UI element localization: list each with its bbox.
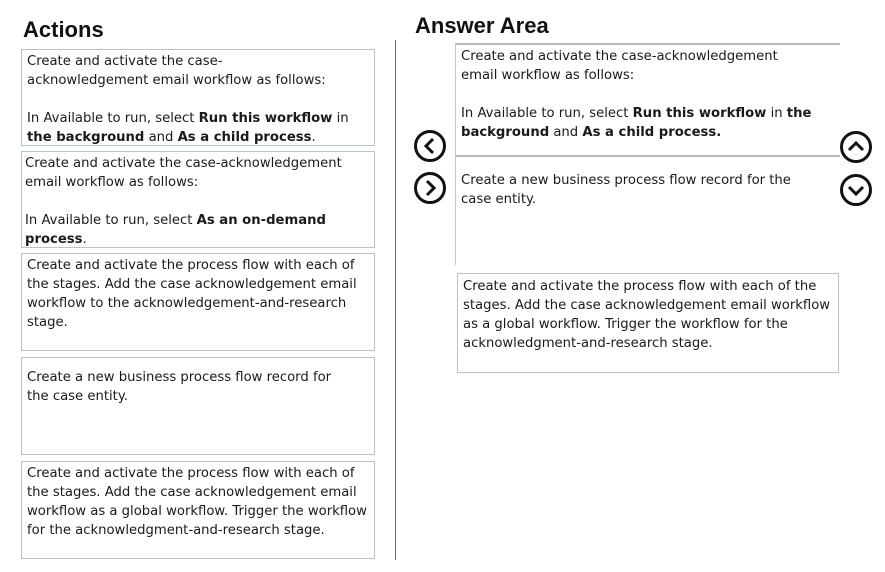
answer-item-3-text: Create and activate the process flow with each of the stages. Add the case acknowledgement email workflow as a global workflow. Trigger the workflow for the acknowledgment-and-research stage.	[463, 279, 831, 351]
chevron-up-icon	[847, 138, 865, 156]
answer-item-2-text: Create a new business process flow record for the case entity.	[461, 173, 791, 207]
action-item-4-text: Create a new business process flow record for the case entity.	[27, 370, 332, 404]
action-item-1-intro: Create and activate the case-acknowledgement email workflow as follows:	[27, 54, 326, 88]
answer-area-heading: Answer Area	[415, 13, 549, 38]
actions-heading: Actions	[23, 17, 104, 42]
answer-item-1-intro: Create and activate the case-acknowledgement email workflow as follows:	[461, 49, 778, 83]
action-item-1-detail: In Available to run, select Run this workflow in the background and As a child process.	[27, 111, 349, 145]
action-item-1[interactable]	[21, 49, 375, 146]
action-item-4[interactable]	[21, 357, 375, 455]
chevron-down-icon	[847, 181, 865, 199]
answer-item-2[interactable]	[455, 155, 840, 265]
move-left-button[interactable]	[414, 130, 446, 162]
move-up-button[interactable]	[840, 131, 872, 163]
action-item-2[interactable]	[21, 151, 375, 248]
move-down-button[interactable]	[840, 174, 872, 206]
action-item-2-intro: Create and activate the case-acknowledgement email workflow as follows:	[25, 156, 342, 190]
move-right-button[interactable]	[414, 172, 446, 204]
action-item-2-detail: In Available to run, select As an on-demand process.	[25, 213, 326, 247]
chevron-right-icon	[421, 179, 439, 197]
answer-item-1-detail: In Available to run, select Run this workflow in the background and As a child process.	[461, 106, 812, 140]
column-divider	[395, 40, 396, 560]
action-item-5-text: Create and activate the process flow with each of the stages. Add the case acknowledgement email workflow as a global workflow. Trigger the workflow for the acknowledgment-and-research stage.	[27, 466, 367, 538]
action-item-3[interactable]	[21, 253, 375, 351]
action-item-5[interactable]	[21, 461, 375, 559]
answer-item-1[interactable]	[455, 43, 840, 156]
answer-item-3[interactable]	[457, 273, 839, 373]
action-item-3-text: Create and activate the process flow with each of the stages. Add the case acknowledgement email workflow to the acknowledgement-and-research stage.	[27, 258, 357, 330]
chevron-left-icon	[421, 137, 439, 155]
